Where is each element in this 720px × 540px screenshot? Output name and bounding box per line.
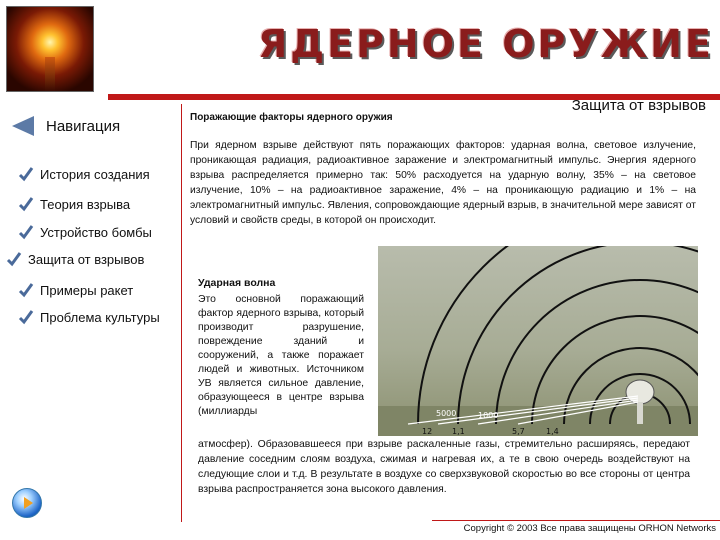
- nav-item-missiles[interactable]: [18, 282, 133, 298]
- shockwave-paragraph-continued: атмосфер). Образовавшееся при взрыве раскаленные газы, стремительно расширяясь, передают давление соседним слоям воздуха, сжимая и нагревая их, а те в свою очередь воздействуют на следующие слои и т.д. В результате в воздухе со сверхзвуковой скоростью во все стороны от центра взрыва распространяется зона высокого давления.: [198, 439, 690, 495]
- content-subheading: Поражающие факторы ядерного оружия: [190, 112, 393, 123]
- checkmark-icon: [18, 282, 32, 298]
- figure-label: 1,4: [546, 427, 559, 436]
- shockwave-illustration: [378, 246, 698, 436]
- intro-paragraph: При ядерном взрыве действуют пять поражающих факторов: ударная волна, световое излучение, проникающая радиация, радиоактивное заражение и электромагнитный импульс. Энергия ядерного взрыва распределяется примерно так: 50% расходуется на ударную волну, 35% – на световое излучение, 10% – на радиоактивное заражение, 4% – на проникающую радиацию и 1% – на электромагнитный импульс. Явления, сопровождающие ядерный взрыв, в значительной мере зависят от условий и свойств среды, в которой он происходит.: [190, 140, 696, 226]
- nav-item-protection[interactable]: [6, 251, 144, 267]
- nav-title: Навигация: [46, 117, 121, 135]
- nav-divider: [181, 104, 182, 522]
- figure-label: 5,7: [512, 427, 525, 436]
- media-play-icon[interactable]: [12, 488, 42, 518]
- shockwave-paragraph: Это основной поражающий фактор ядерного взрыва, который производит разрушение, повреждение зданий и сооружений, а также поражает людей и животных. Источником УВ является сильное давление, образующееся в центре взрыва (миллиарды: [198, 294, 364, 417]
- shockwave-rings-graphic: [378, 246, 698, 436]
- nav-item-label: История создания: [40, 166, 150, 182]
- back-arrow-icon[interactable]: [12, 116, 34, 136]
- page-banner-title: ЯДЕРНОЕ ОРУЖИЕ: [258, 22, 714, 66]
- nav-item-label: Теория взрыва: [40, 196, 131, 212]
- shockwave-heading: Ударная волна: [198, 277, 276, 289]
- figure-label: 1000: [478, 411, 499, 420]
- nav-item-label: Примеры ракет: [40, 282, 134, 298]
- nav-item-bomb-design[interactable]: [18, 224, 152, 240]
- checkmark-icon: [18, 196, 32, 212]
- checkmark-icon: [18, 166, 32, 182]
- nav-item-label: Проблема культуры: [40, 309, 160, 325]
- figure-label: 5000: [436, 409, 457, 418]
- nav-item-theory[interactable]: [18, 196, 130, 212]
- nav-item-label: Устройство бомбы: [40, 224, 152, 240]
- nav-item-label: Защита от взрывов: [28, 251, 145, 267]
- nuclear-explosion-logo: [6, 6, 94, 92]
- nav-header[interactable]: [12, 116, 120, 136]
- copyright-footer: Copyright © 2003 Все права защищены ORHON Networks: [463, 523, 716, 534]
- checkmark-icon: [18, 224, 32, 240]
- footer-divider: [432, 520, 720, 521]
- section-title: Защита от взрывов: [571, 97, 706, 114]
- nav-item-history[interactable]: [18, 166, 150, 182]
- figure-label: 1,1: [452, 427, 465, 436]
- figure-label: 12: [422, 427, 433, 436]
- nav-item-culture[interactable]: [18, 309, 160, 325]
- checkmark-icon: [6, 251, 20, 267]
- checkmark-icon: [18, 309, 32, 325]
